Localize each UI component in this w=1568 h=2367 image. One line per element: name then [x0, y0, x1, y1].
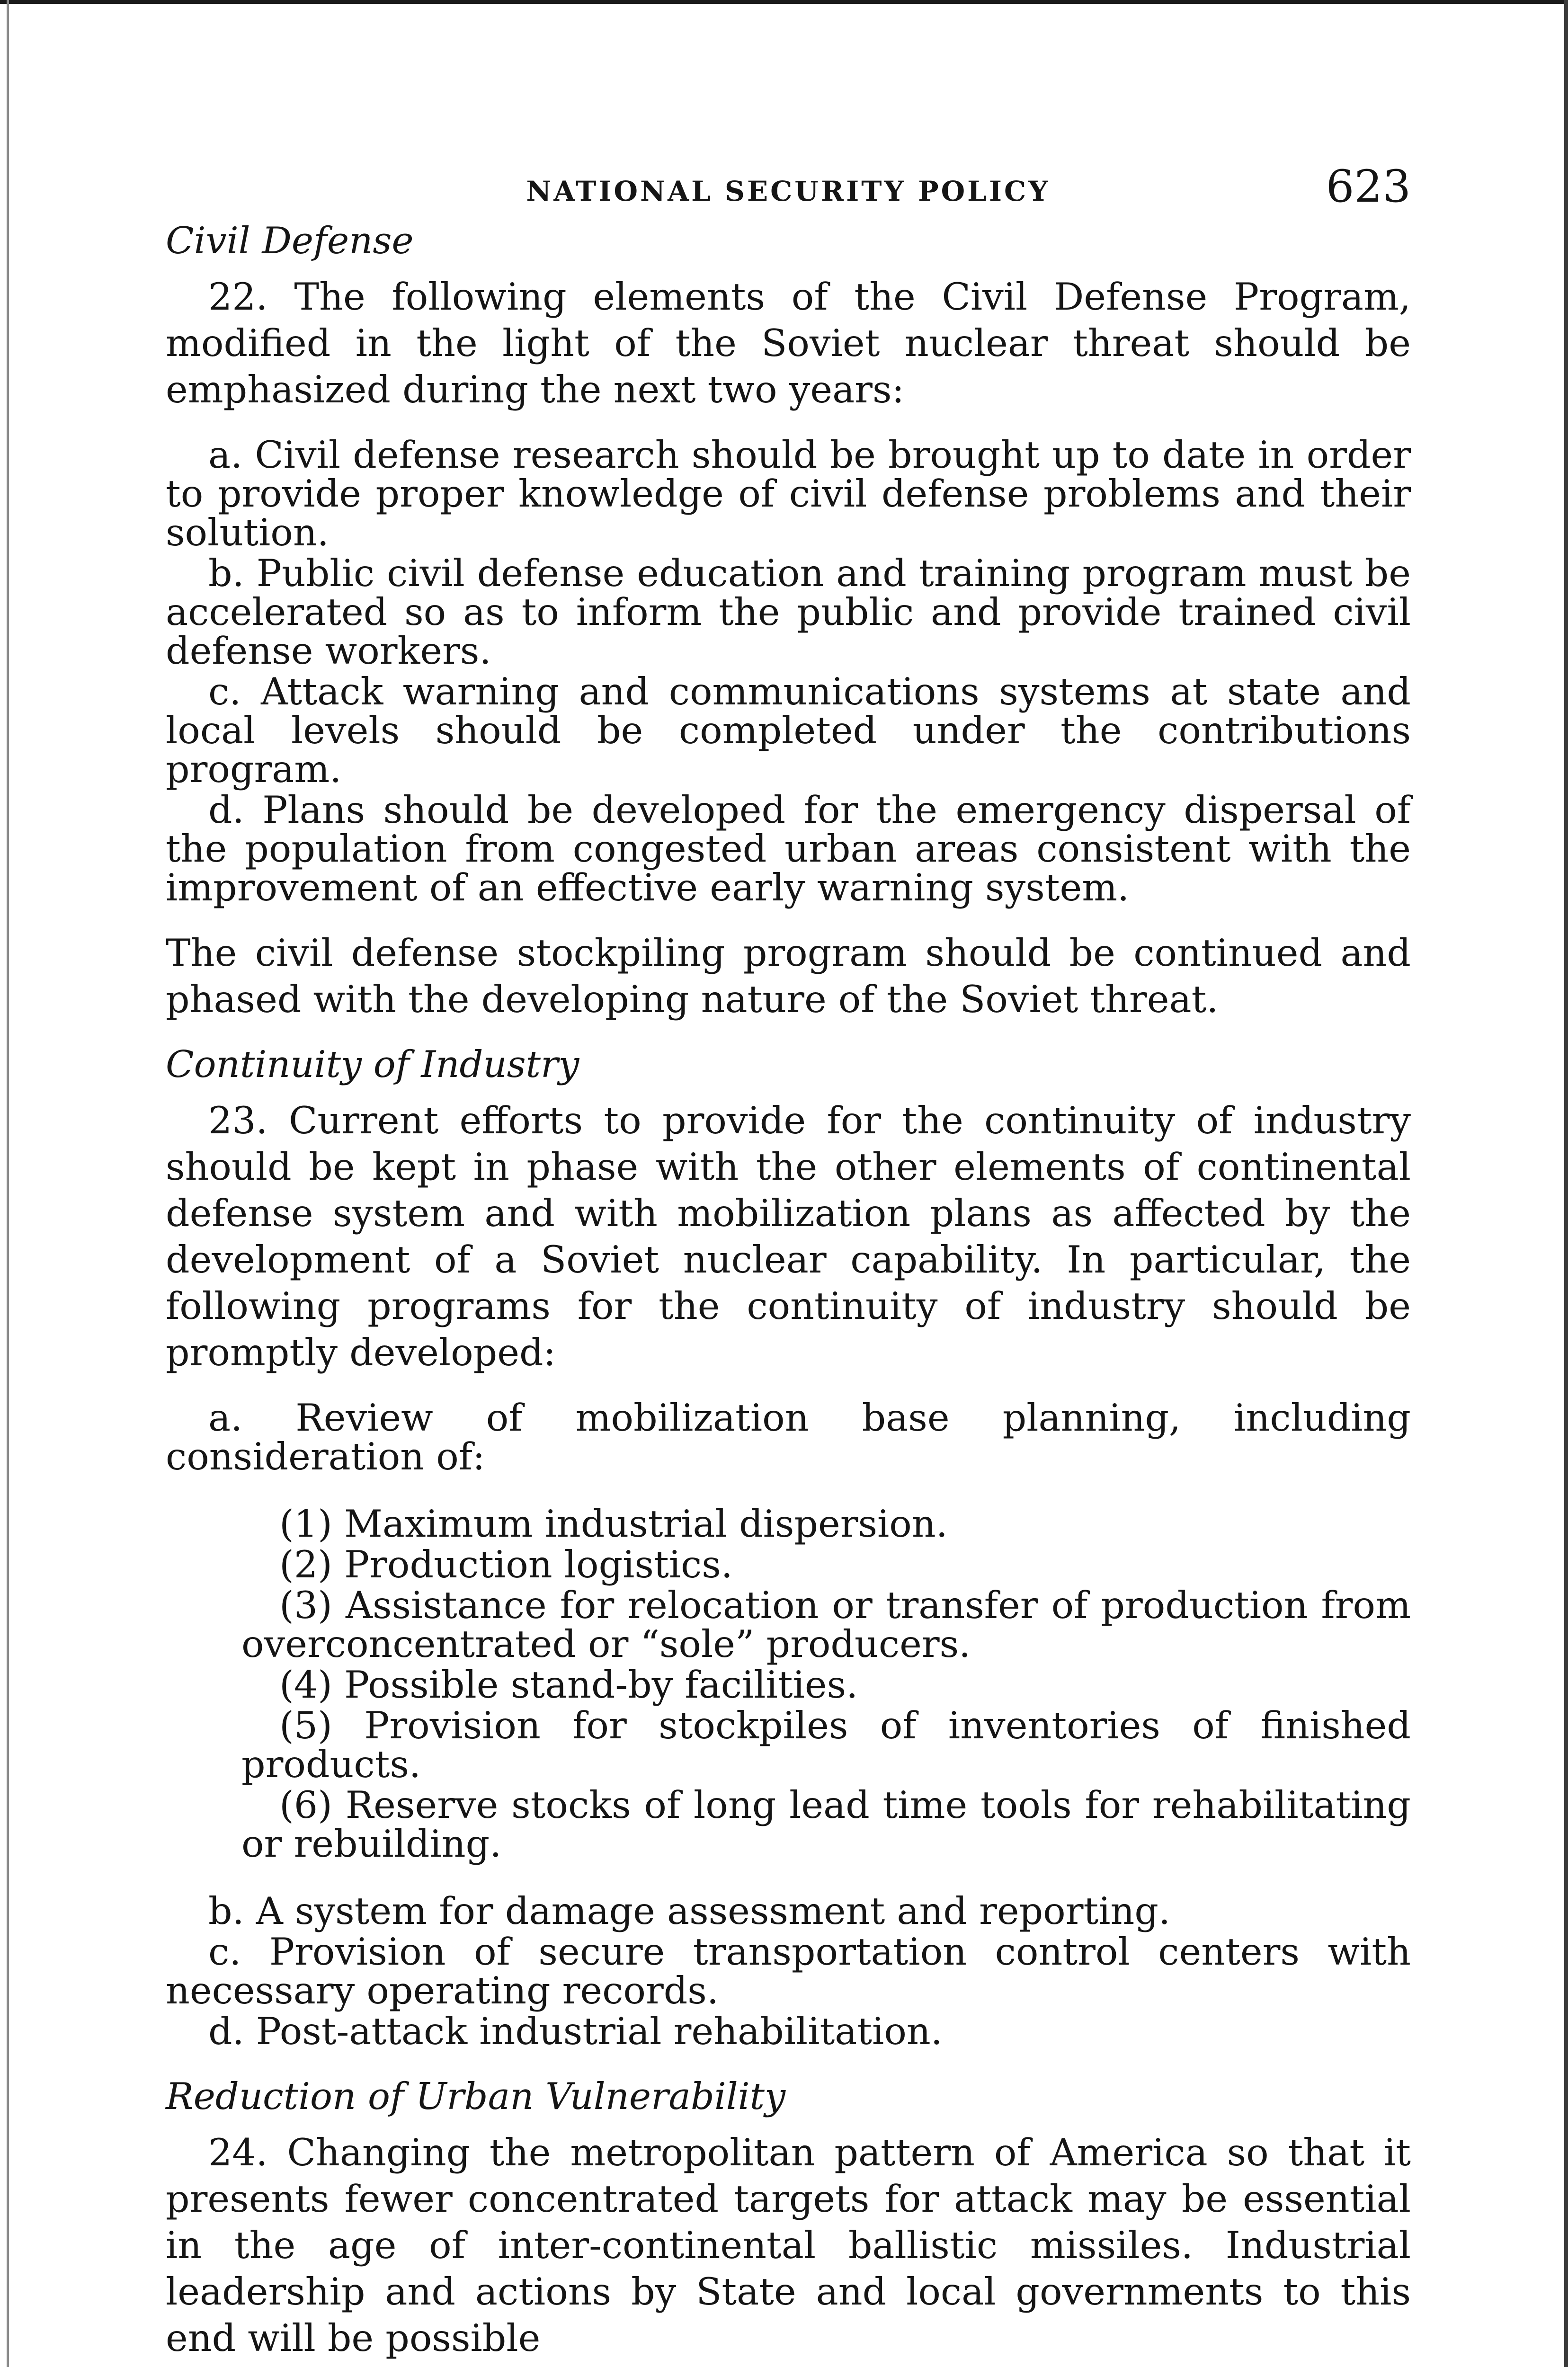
running-header [166, 161, 1411, 218]
running-title: NATIONAL SECURITY POLICY [526, 175, 1051, 207]
sub-list-item: (6) Reserve stocks of long lead time tools for rehabilitating or rebuilding. [241, 1783, 1411, 1866]
list-item: b. Public civil defense education and training program must be accelerated so as to inform the public and provide trained civil defense workers. [166, 552, 1411, 673]
document-page [166, 161, 1411, 2361]
consideration-list [241, 1502, 1411, 1866]
scan-border-right [1564, 0, 1568, 2367]
list-item: d. Plans should be developed for the emergency dispersal of the population from congested urban areas consistent with the improvement of an effective early warning system. [166, 788, 1411, 909]
section-heading-continuity: Continuity of Industry [166, 1043, 579, 1086]
section-heading-civil-defense: Civil Defense [166, 220, 414, 262]
continuity-list [166, 1398, 1411, 2051]
section-heading-urban: Reduction of Urban Vulnerability [166, 2075, 786, 2118]
civil-defense-list [166, 433, 1411, 909]
paragraph-23: 23. Current efforts to provide for the continuity of industry should be kept in phase with the other elements of continental defense system and with mobilization plans as affected by the development of a Soviet nuclear capability. In particular, the following programs for the continuity of industry should be promptly developed: [166, 1099, 1411, 1374]
list-item: b. A system for damage assessment and reporting. [208, 1889, 1171, 1933]
list-item: c. Provision of secure transportation control centers with necessary operating records. [166, 1930, 1411, 2012]
list-item: a. Review of mobilization base planning, including consideration of: [166, 1396, 1411, 1478]
paragraph-24: 24. Changing the metropolitan pattern of America so that it presents fewer concentrated targets for attack may be essential in the age of inter-continental ballistic missiles. Industrial leadership and actions by State and local governments to this end will be possible [166, 2131, 1411, 2360]
sub-list-item: (4) Possible stand-by facilities. [279, 1663, 858, 1707]
paragraph-22: 22. The following elements of the Civil Defense Program, modified in the light of the Soviet nuclear threat should be emphasized during the next two years: [166, 275, 1411, 411]
civil-defense-closing: The civil defense stockpiling program should be continued and phased with the developing nature of the Soviet threat. [166, 931, 1411, 1021]
sub-list-item: (1) Maximum industrial dispersion. [279, 1502, 948, 1546]
sub-list-item: (2) Production logistics. [279, 1543, 733, 1586]
scan-border-top [0, 0, 1568, 4]
sub-list-item: (3) Assistance for relocation or transfer of production from overconcentrated or “sole” producers. [241, 1584, 1411, 1666]
list-item: c. Attack warning and communications systems at state and local levels should be completed under the contributions program. [166, 670, 1411, 791]
sub-list-item: (5) Provision for stockpiles of inventories of finished products. [241, 1704, 1411, 1786]
scan-border-left [7, 0, 9, 2367]
list-item: d. Post-attack industrial rehabilitation. [208, 2010, 943, 2053]
list-item: a. Civil defense research should be brought up to date in order to provide proper knowledge of civil defense problems and their solution. [166, 433, 1411, 554]
page-number: 623 [1326, 161, 1411, 213]
